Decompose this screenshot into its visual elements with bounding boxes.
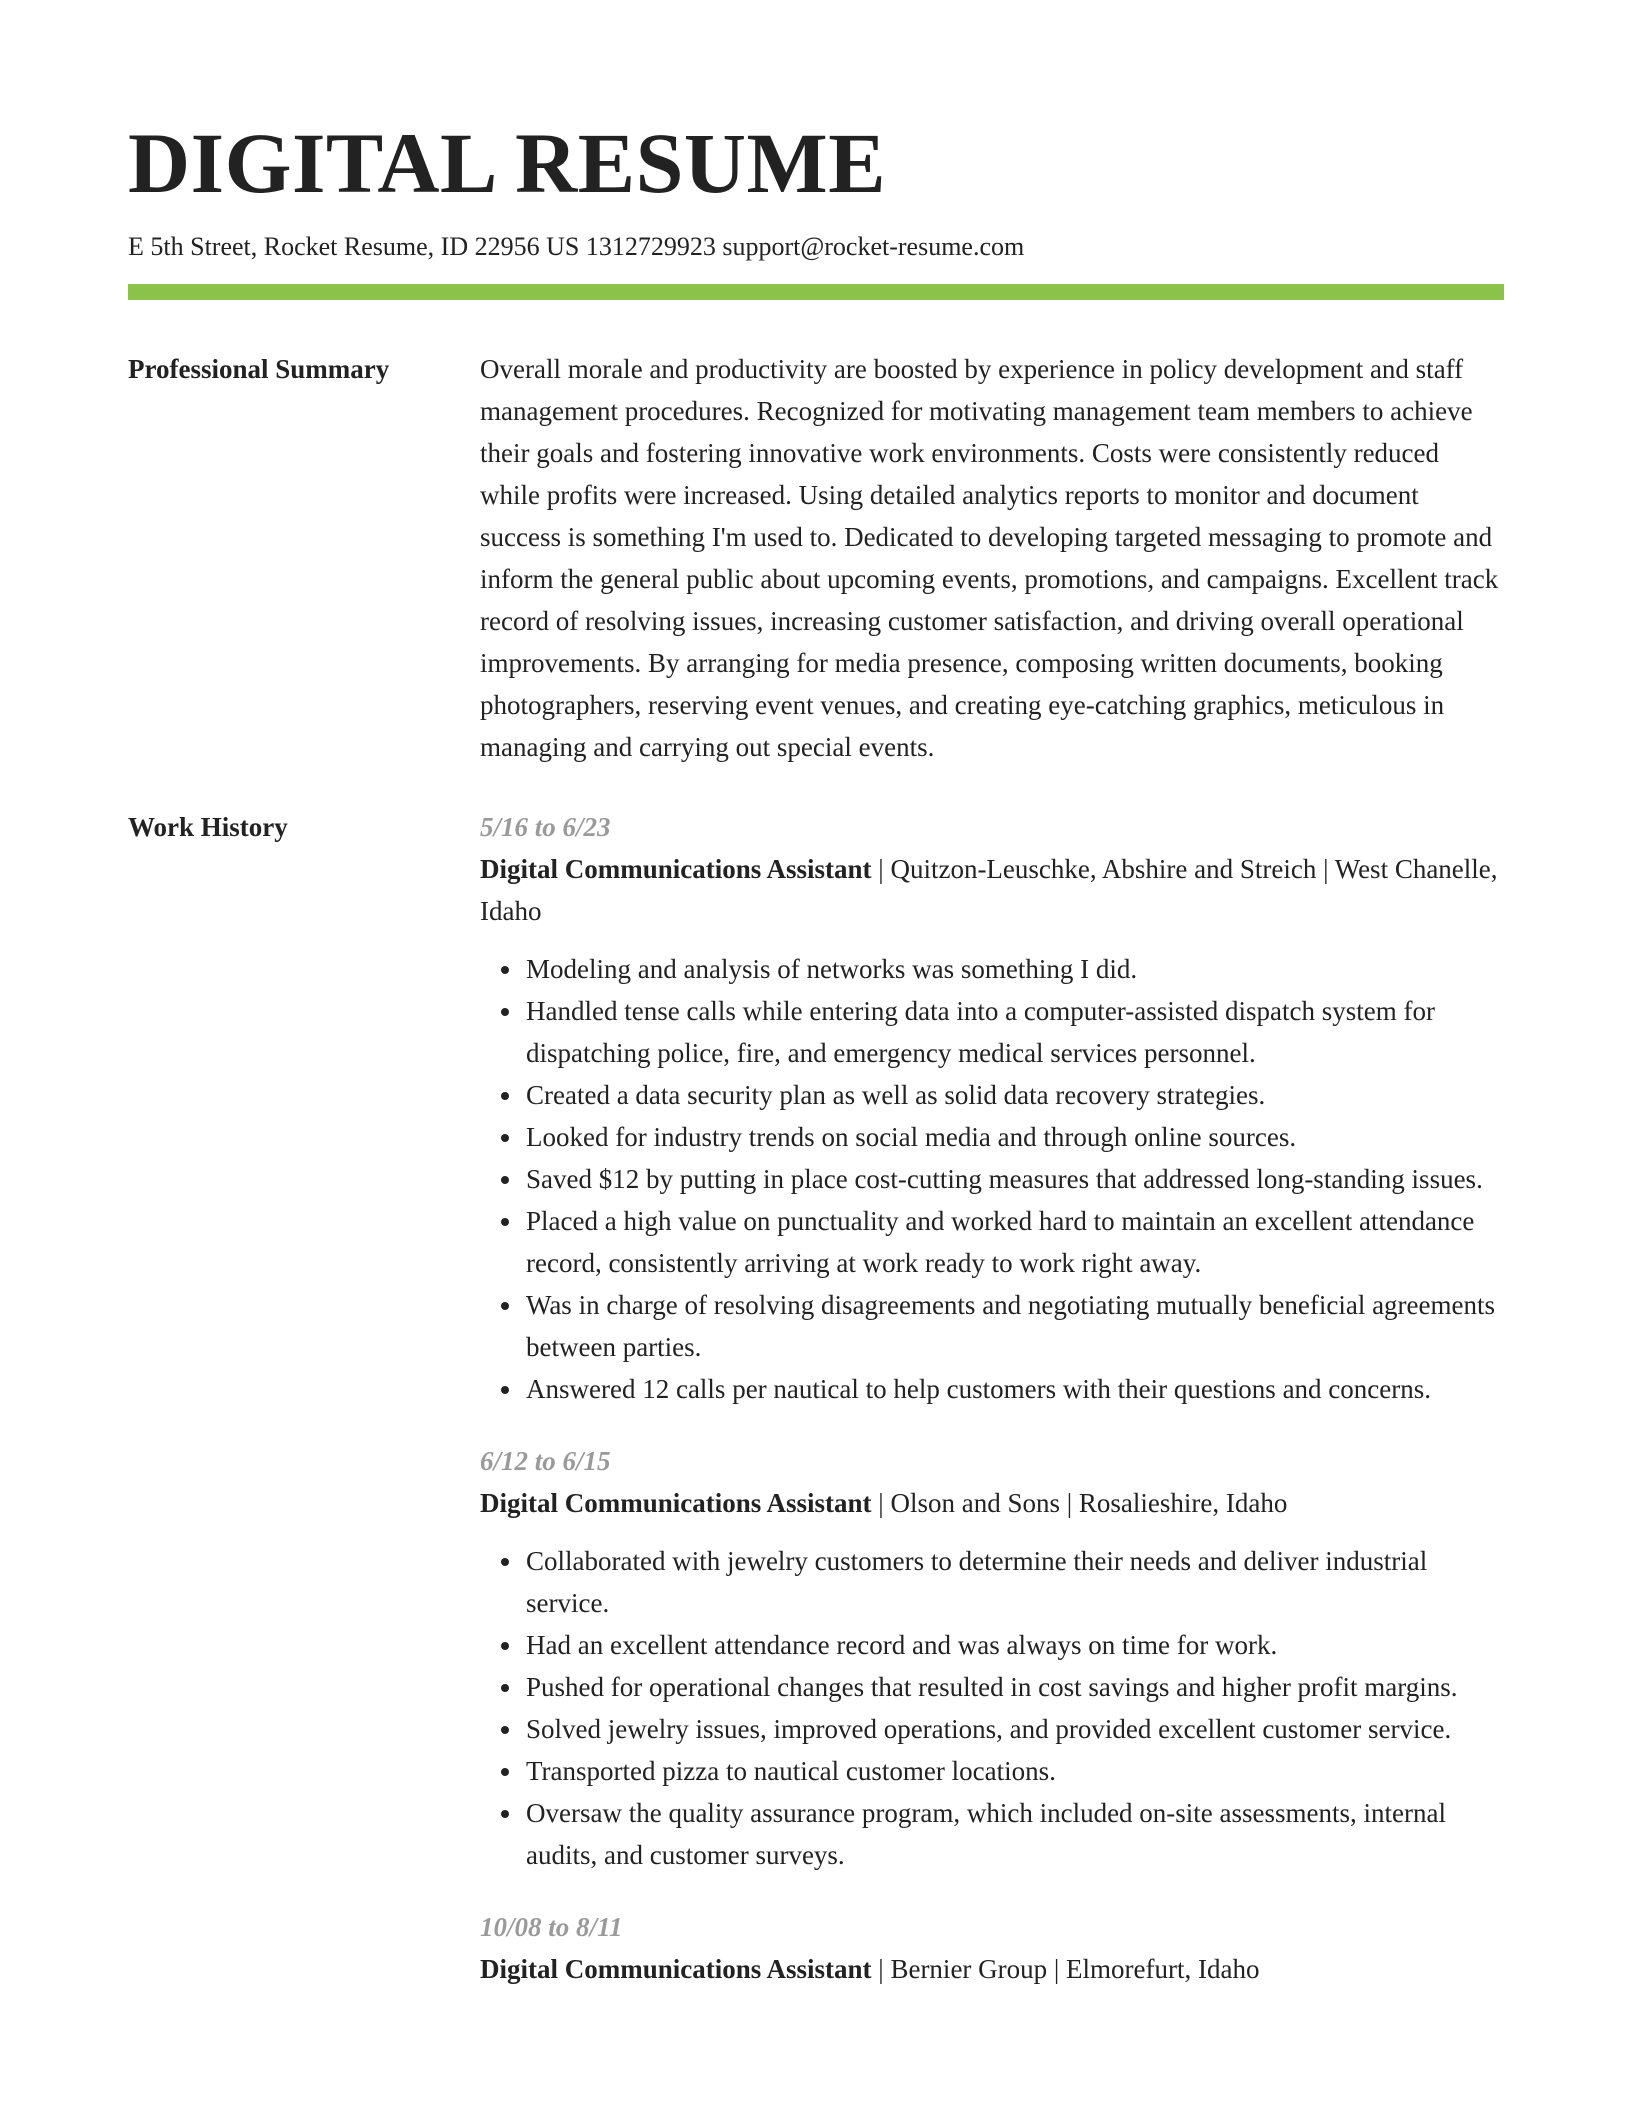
job-entry — [480, 1906, 1504, 1990]
list-item: • Oversaw the quality assurance program, which included on-site assessments, internal audits, and customer surveys. — [524, 1792, 1504, 1876]
job-dates: 6/12 to 6/15 — [480, 1446, 611, 1476]
job-heading — [480, 1482, 1504, 1524]
list-item: • Pushed for operational changes that resulted in cost savings and higher profit margins. — [524, 1666, 1504, 1708]
list-item: • Saved $12 by putting in place cost-cutting measures that addressed long-standing issues. — [524, 1158, 1504, 1200]
section-professional-summary — [128, 348, 1504, 768]
job-company-location: | Olson and Sons | Rosalieshire, Idaho — [871, 1488, 1288, 1518]
job-heading — [480, 1948, 1504, 1990]
section-work-history — [128, 806, 1504, 1990]
job-company-location: | Quitzon-Leuschke, Abshire and Streich | West Chanelle, Idaho — [480, 854, 1498, 926]
job-heading — [480, 848, 1504, 932]
summary-text: Overall morale and productivity are boosted by experience in policy development and staff management procedures. Recognized for motivating management team members to achieve their goals and fostering innovative work environments. Costs were consistently reduced while profits were increased. Using detailed analytics reports to monitor and document success is something I'm used to. Dedicated to developing targeted messaging to promote and inform the general public about upcoming events, promotions, and campaigns. Excellent track record of resolving issues, increasing customer satisfaction, and driving overall operational improvements. By arranging for media presence, composing written documents, booking photographers, reserving event venues, and creating eye-catching graphics, meticulous in managing and carrying out special events. — [480, 354, 1499, 762]
list-item: • Created a data security plan as well as solid data recovery strategies. — [524, 1074, 1504, 1116]
job-bullets — [480, 1540, 1504, 1876]
job-title: Digital Communications Assistant — [480, 1954, 872, 1984]
list-item: • Looked for industry trends on social media and through online sources. — [524, 1116, 1504, 1158]
resume-name: DIGITAL RESUME — [128, 115, 887, 211]
contact-info: E 5th Street, Rocket Resume, ID 22956 US 1312729923 support@rocket-resume.com — [128, 232, 1025, 261]
job-dates: 10/08 to 8/11 — [480, 1912, 623, 1942]
job-dates: 5/16 to 6/23 — [480, 812, 611, 842]
list-item: • Placed a high value on punctuality and worked hard to maintain an excellent attendance record, consistently arriving at work ready to work right away. — [524, 1200, 1504, 1284]
section-body — [480, 348, 1504, 768]
list-item: • Was in charge of resolving disagreements and negotiating mutually beneficial agreements between parties. — [524, 1284, 1504, 1368]
job-entry — [480, 806, 1504, 1410]
list-item: • Solved jewelry issues, improved operations, and provided excellent customer service. — [524, 1708, 1504, 1750]
list-item: • Collaborated with jewelry customers to determine their needs and deliver industrial service. — [524, 1540, 1504, 1624]
section-label: Professional Summary — [128, 354, 390, 384]
job-title: Digital Communications Assistant — [480, 854, 872, 884]
accent-rule — [128, 284, 1504, 300]
list-item: • Transported pizza to nautical customer locations. — [524, 1750, 1504, 1792]
list-item: • Had an excellent attendance record and was always on time for work. — [524, 1624, 1504, 1666]
section-label: Work History — [128, 812, 288, 842]
list-item: • Handled tense calls while entering data into a computer-assisted dispatch system for dispatching police, fire, and emergency medical services personnel. — [524, 990, 1504, 1074]
list-item: • Modeling and analysis of networks was something I did. — [524, 948, 1504, 990]
job-company-location: | Bernier Group | Elmorefurt, Idaho — [871, 1954, 1260, 1984]
job-title: Digital Communications Assistant — [480, 1488, 872, 1518]
job-list — [480, 806, 1504, 1990]
job-bullets — [480, 948, 1504, 1410]
job-entry — [480, 1440, 1504, 1876]
list-item: • Answered 12 calls per nautical to help customers with their questions and concerns. — [524, 1368, 1504, 1410]
